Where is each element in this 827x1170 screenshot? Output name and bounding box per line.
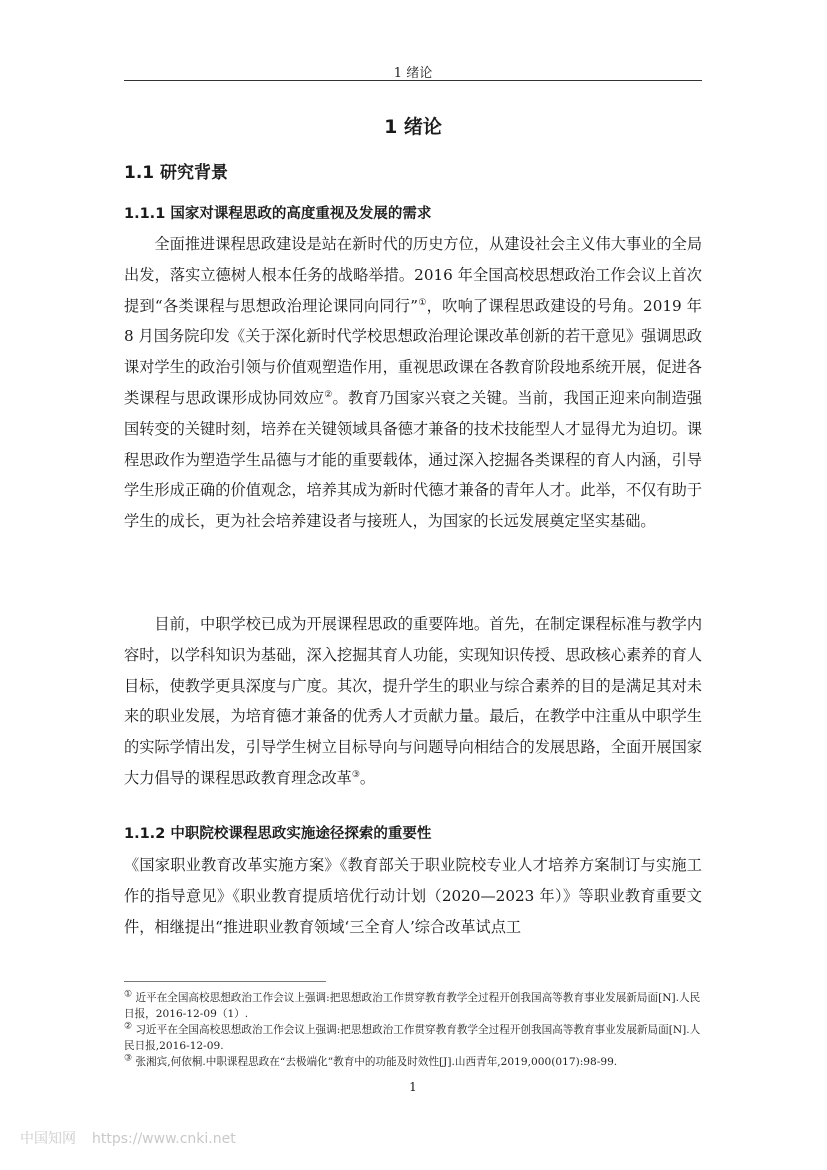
footnote-1-mark: ① [124, 989, 133, 1000]
watermark-url: https://www.cnki.net [92, 1131, 236, 1147]
footnote-3 [124, 1054, 702, 1070]
footnote-3-text: 张湘宾,何依桐.中职课程思政在“去极端化”教育中的功能及时效性[J].山西青年,2019,000(017):98-99. [132, 1056, 618, 1068]
paragraph-1 [124, 229, 702, 537]
paragraph-2-part-b: 。 [359, 768, 376, 787]
subsection-title-1-1-2: 1.1.2 中职院校课程思政实施途径探索的重要性 [124, 826, 432, 842]
footnote-2-text: 习近平在全国高校思想政治工作会议上强调:把思想政治工作贯穿教育教学全过程开创我国高等教育事业发展新局面[N].人民日报,2016-12-09. [124, 1024, 701, 1052]
footnote-2 [124, 1022, 702, 1054]
chapter-title: 1 绪论 [384, 116, 442, 138]
running-header: 1 绪论 [393, 66, 433, 81]
footnote-ref-3[interactable]: ③ [351, 769, 360, 780]
footnote-1 [124, 990, 702, 1022]
paragraph-1-part-b: ，吹响了课程思政建设的号角。2019 年 8 月国务院印发《关于深化新时代学校思想政治理论课改革创新的若干意见》强调思政课对学生的政治引领与价值观塑造作用，重视思政课在各教育阶段地系统开展，促进各类课程与思政课形成协同效应 [124, 296, 702, 407]
footnotes [124, 990, 702, 1070]
paragraph-2 [124, 609, 702, 794]
footnote-ref-1[interactable]: ① [418, 297, 427, 308]
page-number: 1 [409, 1080, 417, 1094]
header-rule [124, 80, 702, 81]
paragraph-1-part-c: 。教育乃国家兴衰之关键。当前，我国正迎来向制造强国转变的关键时刻，培养在关键领域具备德才兼备的技术技能型人才显得尤为迫切。课程思政作为塑造学生品德与才能的重要载体，通过深入挖掘各类课程的育人内涵，引导学生形成正确的价值观念，培养其成为新时代德才兼备的青年人才。此举，不仅有助于学生的成长，更为社会培养建设者与接班人，为国家的长远发展奠定坚实基础。 [124, 388, 703, 531]
footnote-3-mark: ③ [124, 1053, 133, 1064]
footnote-separator [124, 981, 326, 982]
subsection-title-1-1-1: 1.1.1 国家对课程思政的高度重视及发展的需求 [124, 206, 432, 222]
footnote-ref-2[interactable]: ② [324, 389, 333, 400]
paragraph-2-part-a: 目前，中职学校已成为开展课程思政的重要阵地。首先，在制定课程标准与教学内容时，以学科知识为基础，深入挖掘其育人功能，实现知识传授、思政核心素养的育人目标，使教学更具深度与广度。其次，提升学生的职业与综合素养的目的是满足其对未来的职业发展，为培育德才兼备的优秀人才贡献力量。最后，在教学中注重从中职学生的实际学情出发，引导学生树立目标导向与问题导向相结合的发展思路，全面开展国家大力倡导的课程思政教育理念改革 [124, 615, 702, 787]
watermark-brand: 中国知网 [20, 1131, 76, 1147]
paragraph-3 [124, 850, 702, 942]
footnote-2-mark: ② [124, 1021, 133, 1032]
paragraph-1-part-a: 全面推进课程思政建设是站在新时代的历史方位，从建设社会主义伟大事业的全局出发，落实立德树人根本任务的战略举措。2016 年全国高校思想政治工作会议上首次提到“各类课程与思想政治理论课同向同行” [124, 235, 702, 315]
cnki-watermark [20, 1128, 252, 1148]
footnote-1-text: 近平在全国高校思想政治工作会议上强调:把思想政治工作贯穿教育教学全过程开创我国高等教育事业发展新局面[N].人民日报，2016-12-09（1）. [124, 992, 701, 1020]
section-title: 1.1 研究背景 [124, 163, 229, 183]
paragraph-3-part-a: 《国家职业教育改革实施方案》《教育部关于职业院校专业人才培养方案制订与实施工作的指导意见》《职业教育提质培优行动计划（2020—2023 年）》等职业教育重要文件，相继提出“推进职业教育领域‘三全育人’综合改革试点工 [124, 856, 702, 936]
